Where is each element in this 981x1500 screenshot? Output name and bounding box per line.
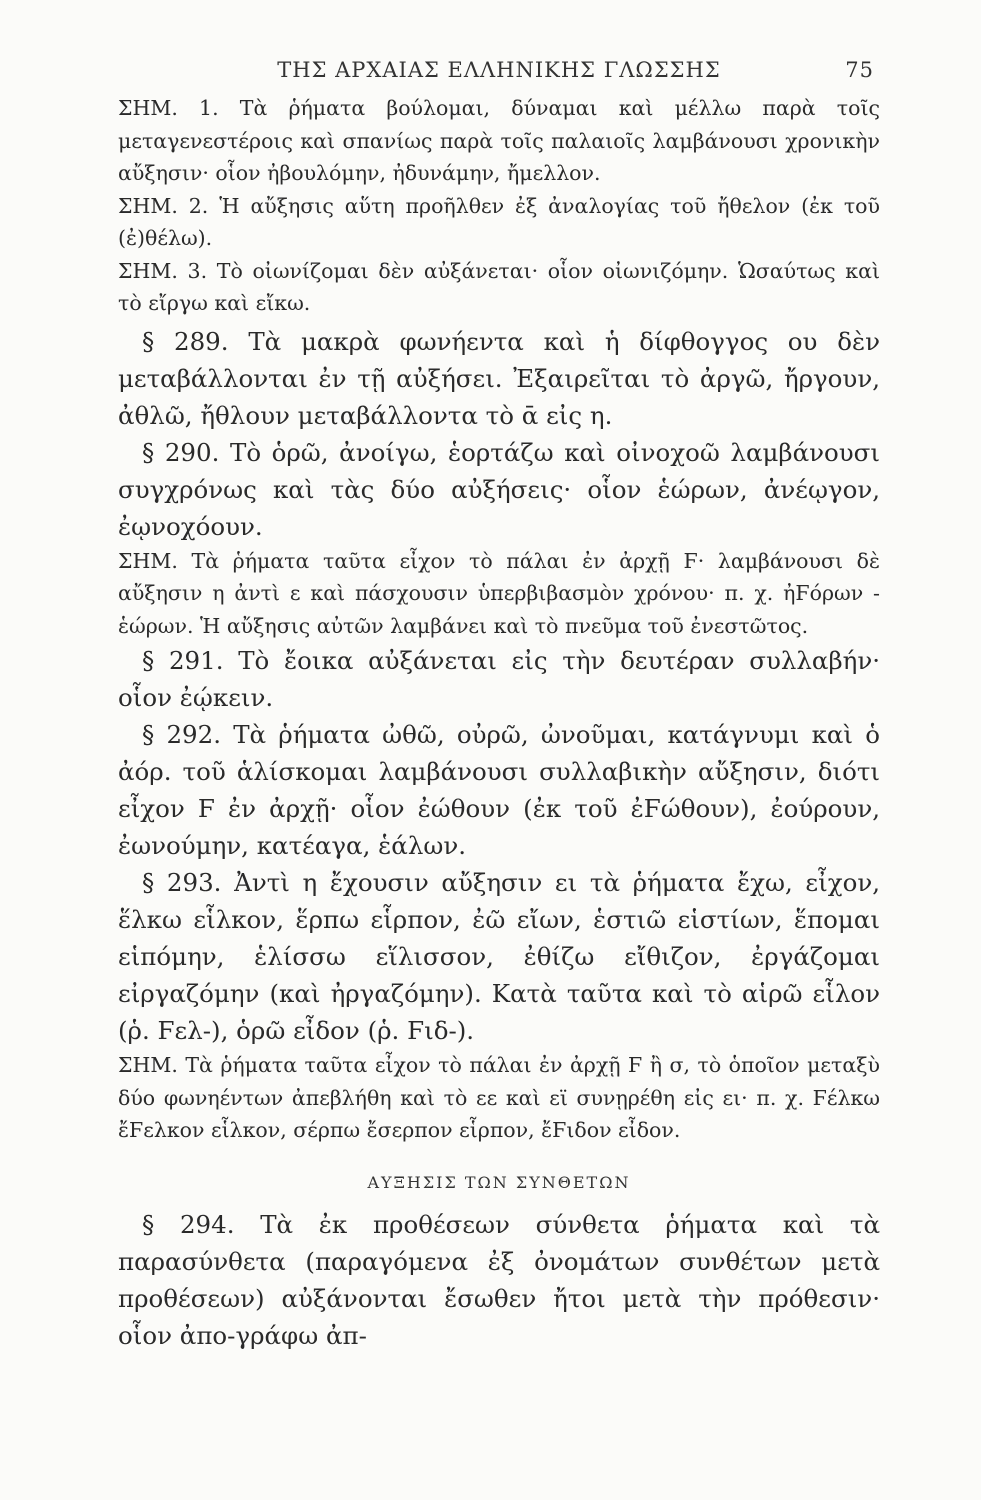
section-293: § 293. Ἀντὶ η ἔχουσιν αὔξησιν ει τὰ ῥήματα ἔχω, εἶχον, ἕλκω εἷλκον, ἕρπω εἷρπον, ἐῶ εἴων, ἑστιῶ εἱστίων, ἕπομαι εἱπόμην, ἑλίσσω εἵλισσον, ἐθίζω εἴθιζον, ἐργάζομαι εἰργαζόμην (καὶ ἠργαζόμην). Κατὰ ταῦτα καὶ τὸ αἱρῶ εἷλον (ῥ. Ϝελ-), ὁρῶ εἶδον (ῥ. Ϝιδ-). (118, 868, 880, 1045)
note-293: ΣΗΜ. Τὰ ῥήματα ταῦτα εἶχον τὸ πάλαι ἐν ἀρχῇ Ϝ ἢ σ, τὸ ὁποῖον μεταξὺ δύο φωνηέντων ἀπεβλήθη καὶ τὸ εε καὶ εϊ συνῃρέθη εἰς ει· π. χ. Ϝέλκω ἔϜελκον εἷλκον, σέρπω ἔσερπον εἷρπον, ἔϜιδον εἶδον. (118, 1053, 880, 1142)
section-291: § 291. Τὸ ἔοικα αὐξάνεται εἰς τὴν δευτέραν συλλαβήν· οἷον ἐῴκειν. (118, 646, 880, 712)
page (118, 52, 880, 1354)
section-289: § 289. Τὰ μακρὰ φωνήεντα καὶ ἡ δίφθογγος ου δὲν μεταβάλλονται ἐν τῇ αὐξήσει. Ἐξαιρεῖται τὸ ἀργῶ, ἤργουν, ἀθλῶ, ἤθλουν μεταβάλλοντα τὸ ᾱ εἰς η. (118, 326, 880, 430)
page-number: 75 (845, 58, 874, 82)
section-heading: ΑΥΞΗΣΙΣ ΤΩΝ ΣΥΝΘΕΤΩΝ (367, 1172, 631, 1192)
section-292: § 292. Τὰ ῥήματα ὠθῶ, οὐρῶ, ὠνοῦμαι, κατάγνυμι καὶ ὁ ἀόρ. τοῦ ἁλίσκομαι λαμβάνουσι συλλαβικὴν αὔξησιν, διότι εἶχον Ϝ ἐν ἀρχῇ· οἷον ἐώθουν (ἐκ τοῦ ἐϜώθουν), ἐούρουν, ἐωνούμην, κατέαγα, ἑάλων. (118, 720, 880, 860)
note-2: ΣΗΜ. 2. Ἡ αὔξησις αὕτη προῆλθεν ἐξ ἀναλογίας τοῦ ἤθελον (ἐκ τοῦ (ἐ)θέλω). (118, 193, 880, 250)
note-3: ΣΗΜ. 3. Τὸ οἰωνίζομαι δὲν αὐξάνεται· οἷον οἰωνιζόμην. Ὡσαύτως καὶ τὸ εἴργω καὶ εἴκω. (118, 258, 880, 315)
running-title: ΤΗΣ ΑΡΧΑΙΑΣ ΕΛΛΗΝΙΚΗΣ ΓΛΩΣΣΗΣ (277, 58, 721, 82)
running-head (118, 52, 880, 92)
section-290: § 290. Τὸ ὁρῶ, ἀνοίγω, ἑορτάζω καὶ οἰνοχοῶ λαμβάνουσι συγχρόνως καὶ τὰς δύο αὐξήσεις· οἷον ἑώρων, ἀνέῳγον, ἐῳνοχόουν. (118, 437, 880, 541)
note-1: ΣΗΜ. 1. Τὰ ῥήματα βούλομαι, δύναμαι καὶ μέλλω παρὰ τοῖς μεταγενεστέροις καὶ σπανίως παρὰ τοῖς παλαιοῖς λαμβάνουσι χρονικὴν αὔξησιν· οἷον ἠβουλόμην, ἠδυνάμην, ἤμελλον. (118, 96, 880, 185)
note-290: ΣΗΜ. Τὰ ῥήματα ταῦτα εἶχον τὸ πάλαι ἐν ἀρχῇ Ϝ· λαμβάνουσι δὲ αὔξησιν η ἀντὶ ε καὶ πάσχουσιν ὑπερβιβασμὸν χρόνου· π. χ. ἠϜόρων - ἑώρων. Ἡ αὔξησις αὐτῶν λαμβάνει καὶ τὸ πνεῦμα τοῦ ἐνεστῶτος. (118, 548, 880, 638)
section-294: § 294. Τὰ ἐκ προθέσεων σύνθετα ῥήματα καὶ τὰ παρασύνθετα (παραγόμενα ἐξ ὀνομάτων συνθέτων μετὰ προθέσεων) αὐξάνονται ἔσωθεν ἤτοι μετὰ τὴν πρόθεσιν· οἷον ἀπο-γράφω ἀπ- (118, 1209, 880, 1350)
